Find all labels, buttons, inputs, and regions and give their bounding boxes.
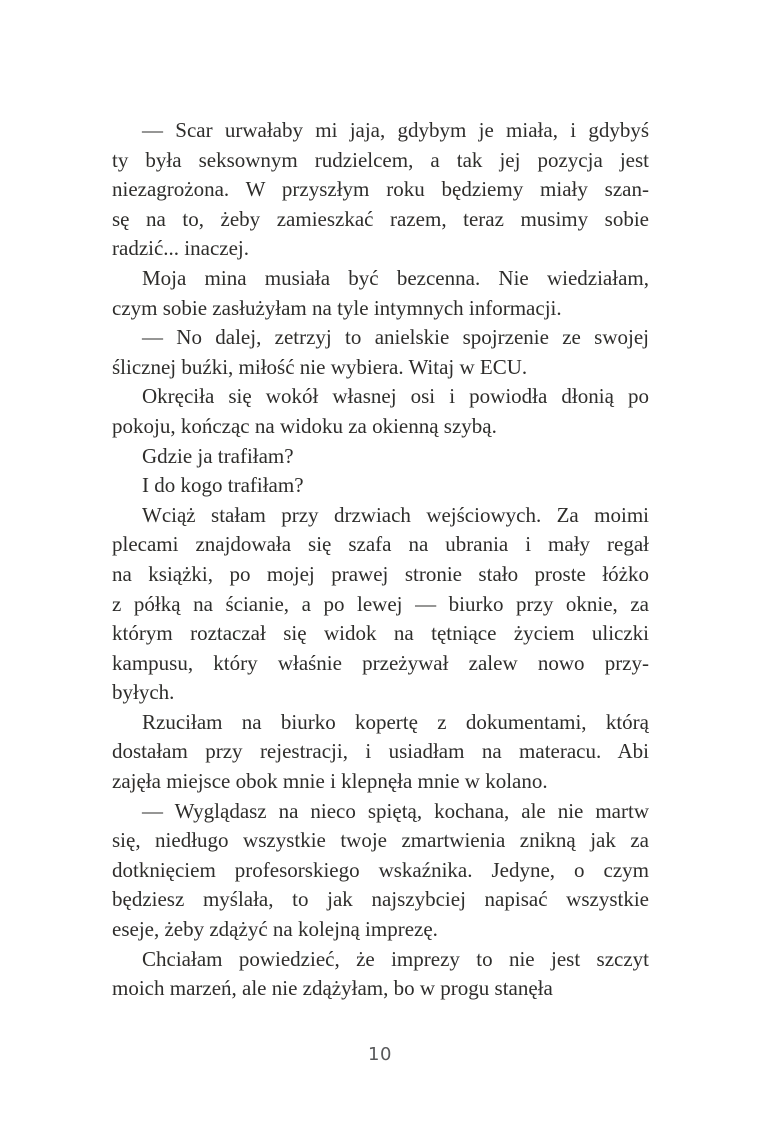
text-line: Moja mina musiała być bezcenna. Nie wiedziałam, [142, 265, 649, 290]
text-line: plecami znajdowała się szafa na ubrania i mały regał [112, 532, 649, 557]
text-line: Chciałam powiedzieć, że imprezy to nie jest szczyt [142, 946, 649, 971]
text-line: zajęła miejsce obok mnie i klepnęła mnie w kolano. [112, 769, 548, 794]
text-line: pokoju, kończąc na widoku za okienną szybą. [112, 413, 497, 438]
text-line: dotknięciem profesorskiego wskaźnika. Jedyne, o czym [112, 857, 649, 882]
text-line: którym roztaczał się widok na tętniące życiem uliczki [112, 621, 649, 646]
text-line: Gdzie ja trafiłam? [142, 443, 294, 468]
text-line: Wciąż stałam przy drzwiach wejściowych. Za moimi [142, 502, 649, 527]
text-line: ty była seksownym rudzielcem, a tak jej pozycja jest [112, 147, 649, 172]
text-line: się, niedługo wszystkie twoje zmartwienia znikną jak za [112, 828, 649, 853]
text-line: dostałam przy rejestracji, i usiadłam na materacu. Abi [112, 739, 649, 764]
text-line: radzić... inaczej. [112, 236, 249, 261]
text-line: Okręciła się wokół własnej osi i powiodła dłonią po [142, 384, 649, 409]
text-line: eseje, żeby zdążyć na kolejną imprezę. [112, 917, 438, 942]
text-line: czym sobie zasłużyłam na tyle intymnych informacji. [112, 295, 562, 320]
text-line: — No dalej, zetrzyj to anielskie spojrzenie ze swojej [142, 325, 649, 350]
text-line: Rzuciłam na biurko kopertę z dokumentami, którą [142, 709, 649, 734]
text-line: I do kogo trafiłam? [142, 473, 304, 498]
body-text [112, 116, 649, 1004]
text-line: byłych. [112, 680, 175, 705]
text-line: — Wyglądasz na nieco spiętą, kochana, ale nie martw [142, 798, 649, 823]
text-line: ślicznej buźki, miłość nie wybiera. Witaj w ECU. [112, 354, 528, 379]
text-line: będziesz myślała, to jak najszybciej napisać wszystkie [112, 887, 649, 912]
text-line: kampusu, który właśnie przeżywał zalew nowo przy- [112, 650, 649, 675]
text-line: — Scar urwałaby mi jaja, gdybym je miała, i gdybyś [142, 118, 649, 142]
text-line: niezagrożona. W przyszłym roku będziemy miały szan- [112, 177, 649, 202]
text-line: na książki, po mojej prawej stronie stało proste łóżko [112, 561, 649, 586]
text-line: moich marzeń, ale nie zdążyłam, bo w progu stanęła [112, 976, 553, 1001]
text-line: sę na to, żeby zamieszkać razem, teraz musimy sobie [112, 206, 649, 231]
text-line: z półką na ścianie, a po lewej — biurko przy oknie, za [112, 591, 649, 616]
page-number: 10 [368, 1044, 392, 1065]
